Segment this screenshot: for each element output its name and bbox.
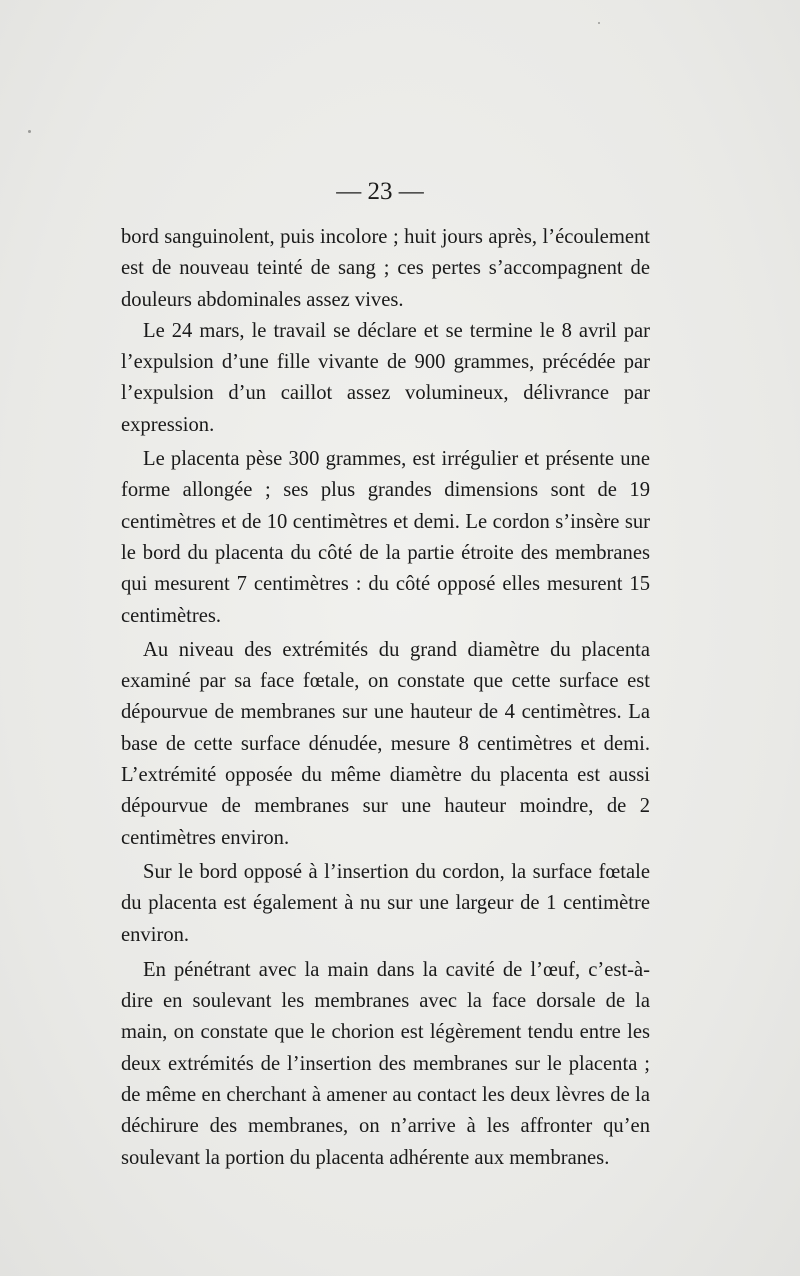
body-text <box>121 222 650 1174</box>
paper-speck <box>28 130 31 133</box>
paper-speck <box>598 22 600 24</box>
paragraph: Le placenta pèse 300 grammes, est irrégulier et présente une forme allongée ; ses plus grandes dimensions sont de 19 centimètres et de 10 centimètres et demi. Le cordon s’insère sur le bord du placenta du côté de la partie étroite des membranes qui mesurent 7 centimètres : du côté opposé elles mesurent 15 centimètres. <box>121 448 650 627</box>
page-number: — 23 — <box>336 178 424 205</box>
paragraph: bord sanguinolent, puis incolore ; huit jours après, l’écoulement est de nouveau teinté de sang ; ces pertes s’accompagnent de douleurs abdominales assez vives. <box>121 226 650 311</box>
paragraph: Au niveau des extrémités du grand diamètre du placenta examiné par sa face fœtale, on constate que cette surface est dépourvue de membranes sur une hauteur de 4 centimètres. La base de cette surface dénudée, mesure 8 centimètres et demi. L’extrémité opposée du même diamètre du placenta est aussi dépourvue de membranes sur une hauteur moindre, de 2 centimètres environ. <box>121 638 650 849</box>
paragraph: Le 24 mars, le travail se déclare et se termine le 8 avril par l’expulsion d’une fille vivante de 900 grammes, précédée par l’expulsion d’un caillot assez volumineux, délivrance par expression. <box>121 319 650 436</box>
paragraph: En pénétrant avec la main dans la cavité de l’œuf, c’est-à-dire en soulevant les membranes avec la face dorsale de la main, on constate que le chorion est légèrement tendu entre les deux extrémités de l’insertion des membranes sur le placenta ; de même en cherchant à amener au contact les deux lèvres de la déchirure des membranes, on n’arrive à les affronter qu’en soulevant la portion du placenta adhérente aux membranes. <box>121 958 650 1169</box>
paragraph: Sur le bord opposé à l’insertion du cordon, la surface fœtale du placenta est également à nu sur une largeur de 1 centimètre environ. <box>121 860 650 946</box>
